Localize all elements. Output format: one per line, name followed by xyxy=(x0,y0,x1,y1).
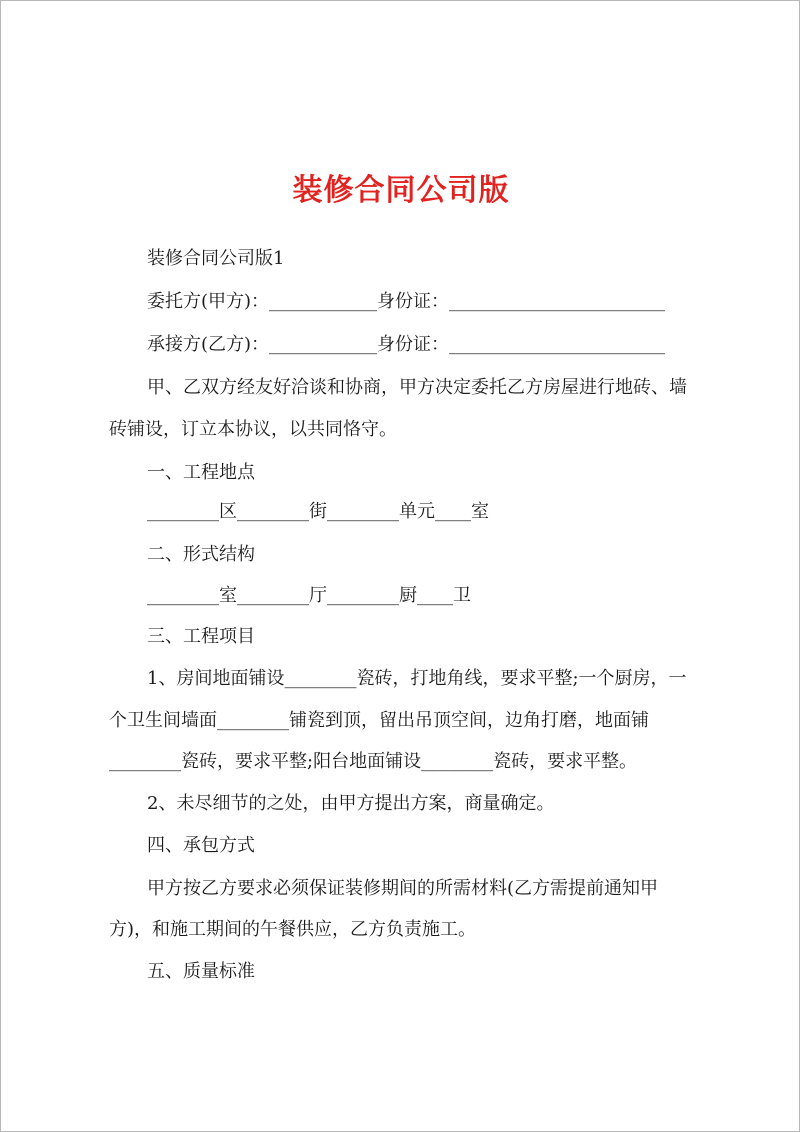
item-1-line-1: 1、房间地面铺设________瓷砖，打地角线，要求平整;一个厨房，一 xyxy=(147,668,687,689)
item-1-line-3: ________瓷砖，要求平整;阳台地面铺设________瓷砖，要求平整。 xyxy=(109,751,638,772)
section-4-line-2: 方)，和施工期间的午餐供应，乙方负责施工。 xyxy=(109,919,477,940)
item-2-line: 2、未尽细节的之处，由甲方提出方案，商量确定。 xyxy=(147,793,555,814)
section-2-heading: 二、形式结构 xyxy=(147,544,255,565)
section-4-heading: 四、承包方式 xyxy=(147,835,255,856)
document-title: 装修合同公司版 xyxy=(292,173,510,208)
section-5-heading: 五、质量标准 xyxy=(147,961,255,982)
section-1-address-fill: ________区________街________单元____室 xyxy=(147,501,489,522)
contractor-line: 承接方(乙方)：____________身份证：________________________ xyxy=(147,334,666,355)
item-1-line-2: 个卫生间墙面________铺瓷到顶，留出吊顶空间，边角打磨，地面铺 xyxy=(109,710,649,731)
client-line: 委托方(甲方)：____________身份证：________________________ xyxy=(147,291,666,312)
intro-paragraph-line-1: 甲、乙双方经友好洽谈和协商，甲方决定委托乙方房屋进行地砖、墙 xyxy=(147,377,687,398)
section-2-layout-fill: ________室________厅________厨____卫 xyxy=(147,585,471,606)
section-3-heading: 三、工程项目 xyxy=(147,626,255,647)
intro-paragraph-line-2: 砖铺设，订立本协议，以共同恪守。 xyxy=(109,419,397,440)
document-subtitle: 装修合同公司版1 xyxy=(147,248,285,269)
section-4-line-1: 甲方按乙方要求必须保证装修期间的所需材料(乙方需提前通知甲 xyxy=(147,878,659,899)
section-1-heading: 一、工程地点 xyxy=(147,462,255,483)
